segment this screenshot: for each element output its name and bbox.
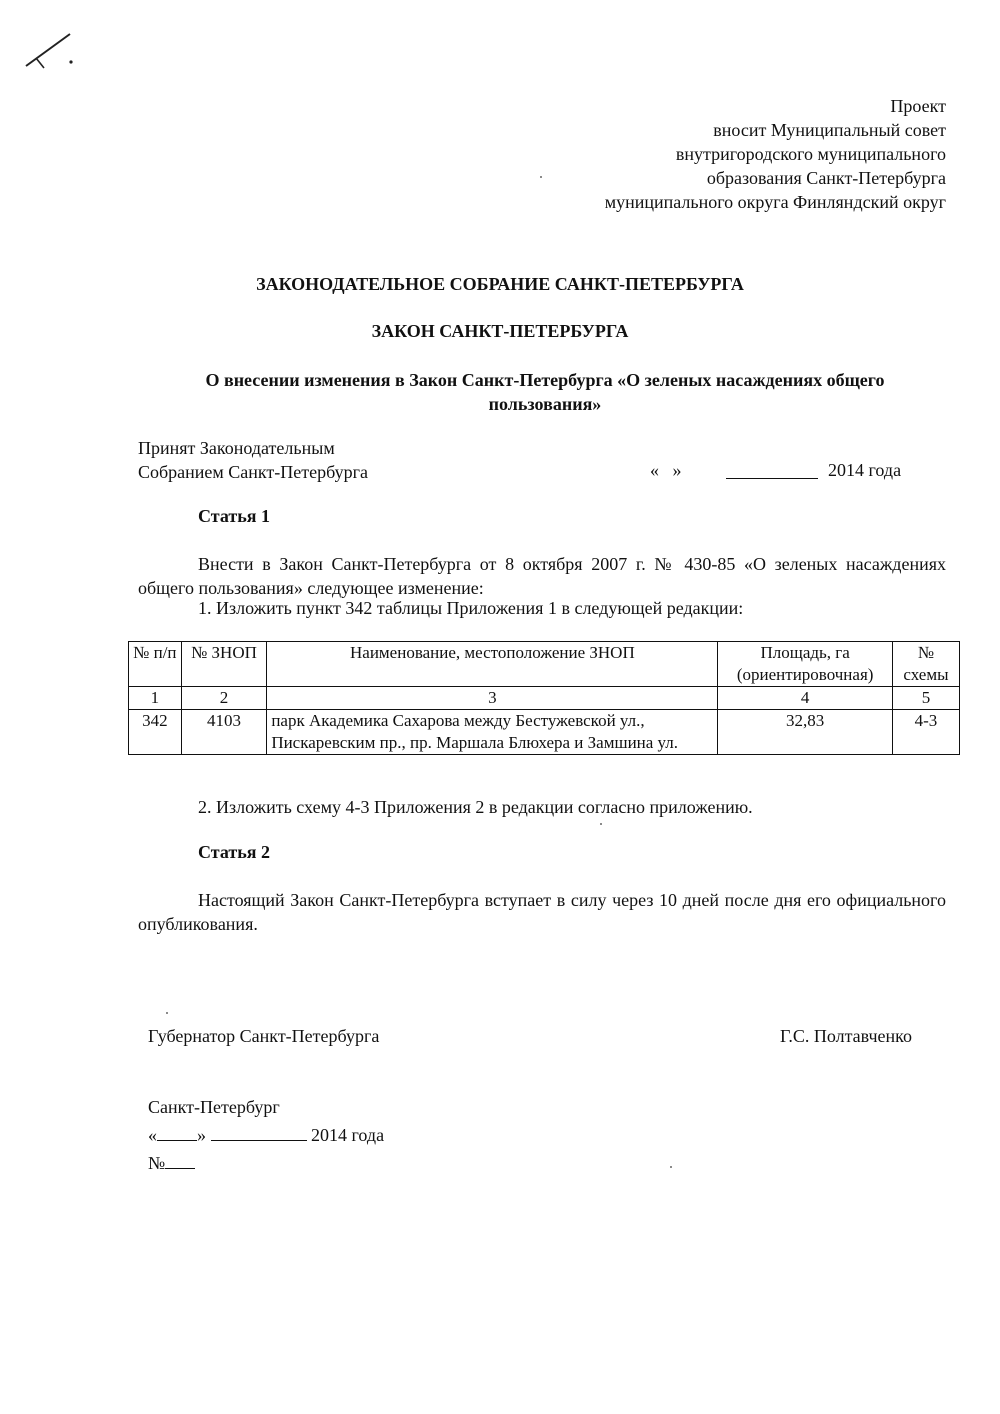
law-title: О внесении изменения в Закон Санкт-Петербурга «О зеленых насаждениях общего пользования» [205,370,885,414]
header-cell: № п/п [129,642,182,687]
number-cell: 2 [181,687,267,710]
row-cell-location: парк Академика Сахарова между Бестужевской ул., Пискаревским пр., пр. Маршала Блюхера и Замшина ул. [267,710,718,755]
adopted-line: Принят Законодательным [138,438,335,458]
table-number-row [129,687,960,710]
day-blank [157,1122,197,1141]
article-1-heading: Статья 1 [198,506,270,526]
adopted-line: Собранием Санкт-Петербурга [138,462,368,482]
adoption-year: 2014 года [828,460,902,480]
month-blank [211,1122,307,1141]
header-line: Проект [890,96,946,116]
footer-year: 2014 года [311,1125,385,1145]
row-cell-area: 32,83 [718,710,892,755]
scan-speck [600,823,602,825]
header-line: муниципального округа Финляндский округ [604,192,946,212]
row-cell-znop: 4103 [181,710,267,755]
footer-city: Санкт-Петербург [148,1097,280,1117]
header-cell: Площадь, га (ориентировочная) [718,642,892,687]
table-row [129,710,960,755]
article-1-item-1: 1. Изложить пункт 342 таблицы Приложения 1 в следующей редакции: [198,598,744,618]
date-open-quote: « [148,1125,157,1145]
number-cell: 4 [718,687,892,710]
header-line: образования Санкт-Петербурга [706,168,946,188]
article-2-text: Настоящий Закон Санкт-Петербурга вступает в силу через 10 дней после дня его официального опубликования. [138,890,946,934]
number-cell: 5 [892,687,959,710]
governor-name: Г.С. Полтавченко [779,1026,912,1046]
scan-speck [670,1166,672,1168]
date-close-quote: » [197,1125,206,1145]
governor-title: Губернатор Санкт-Петербурга [148,1026,380,1046]
znop-table [128,641,960,755]
scan-speck [540,176,542,178]
header-line: внутригородского муниципального [675,144,946,164]
footer-date [148,1121,384,1149]
article-1-item-2: 2. Изложить схему 4-3 Приложения 2 в редакции согласно приложению. [198,797,753,817]
law-heading: ЗАКОН САНКТ-ПЕТЕРБУРГА [371,321,629,341]
handwritten-mark [22,28,82,73]
number-cell: 3 [267,687,718,710]
table-header-row [129,642,960,687]
number-sign: № [148,1153,166,1173]
header-cell: Наименование, местоположение ЗНОП [267,642,718,687]
number-cell: 1 [129,687,182,710]
article-1-text: Внести в Закон Санкт-Петербурга от 8 октября 2007 г. № 430-85 «О зеленых насаждениях общего пользования» следующее изменение: [138,554,946,598]
date-quotes: « » [650,460,682,480]
header-cell: № схемы [892,642,959,687]
adoption-date [650,460,910,484]
header-cell: № ЗНОП [181,642,267,687]
row-cell-scheme: 4-3 [892,710,959,755]
row-cell-index: 342 [129,710,182,755]
header-line: вносит Муниципальный совет [713,120,946,140]
footer-block [148,1093,384,1177]
adoption-block [138,436,368,484]
scan-speck [166,1012,168,1014]
date-blank [726,478,818,479]
footer-number [148,1149,384,1177]
submitter-block [605,94,946,214]
assembly-title: ЗАКОНОДАТЕЛЬНОЕ СОБРАНИЕ САНКТ-ПЕТЕРБУРГА [256,274,744,294]
number-blank [165,1150,195,1169]
article-2-heading: Статья 2 [198,842,270,862]
